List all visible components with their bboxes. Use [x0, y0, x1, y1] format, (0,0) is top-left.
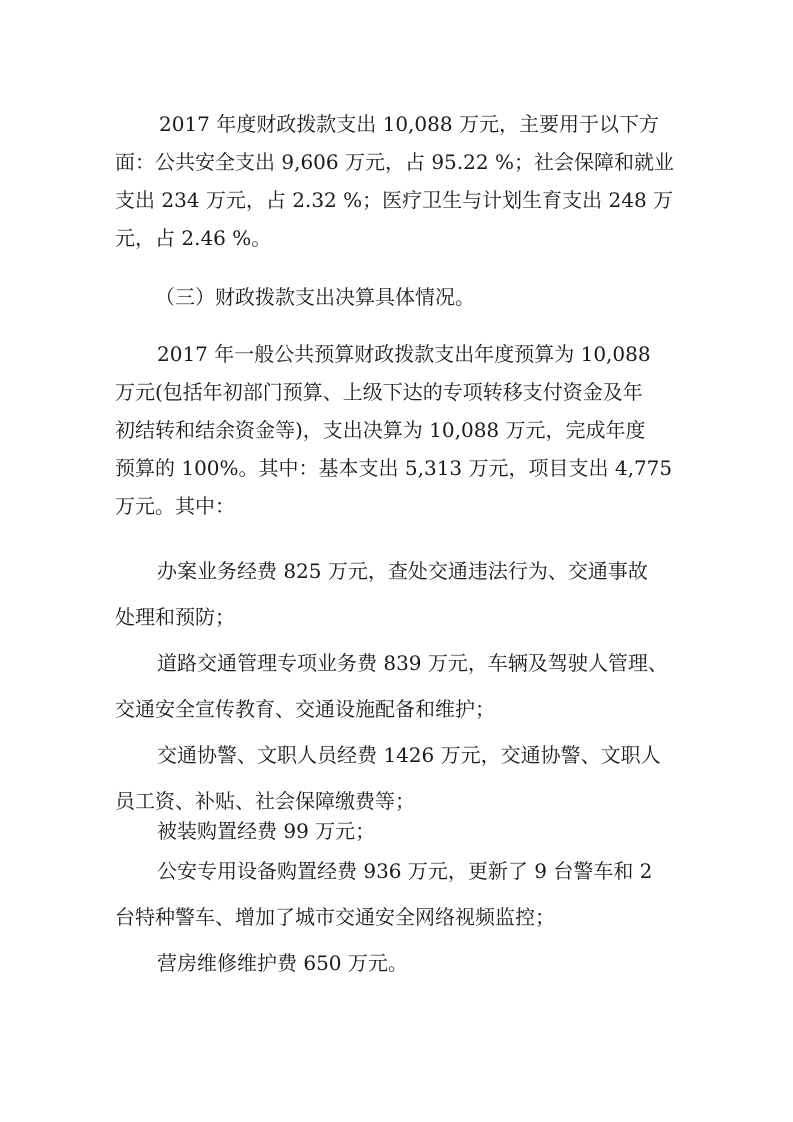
item-case-handling [115, 548, 685, 640]
budget-line-2: 万元(包括年初部门预算、上级下达的专项转移支付资金及年 [115, 380, 643, 404]
item-equipment-line-2: 台特种警车、增加了城市交通安全网络视频监控； [115, 905, 555, 929]
item-traffic-management-line-1: 道路交通管理专项业务费 839 万元，车辆及驾驶人管理、 [157, 651, 668, 675]
item-facility-maintenance [115, 940, 685, 986]
item-case-handling-line-2: 处理和预防； [115, 605, 235, 629]
budget-line-3: 初结转和结余资金等)，支出决算为 10,088 万元，完成年度 [115, 418, 646, 442]
summary-line-2: 面：公共安全支出 9,606 万元，占 95.22 %；社会保障和就业 [115, 150, 674, 174]
budget-line-4: 预算的 100%。其中：基本支出 5,313 万元，项目支出 4,775 [115, 456, 673, 480]
item-case-handling-line-1: 办案业务经费 825 万元，查处交通违法行为、交通事故 [157, 559, 648, 583]
budget-line-5: 万元。其中： [115, 494, 235, 518]
summary-line-3: 支出 234 万元，占 2.32 %；医疗卫生与计划生育支出 248 万 [115, 188, 674, 212]
item-traffic-management [115, 640, 685, 732]
budget-line-1: 2017 年一般公共预算财政拨款支出年度预算为 10,088 [157, 342, 651, 366]
item-equipment [115, 848, 685, 940]
item-uniform-line-1: 被装购置经费 99 万元； [157, 819, 376, 843]
item-facility-maintenance-line-1: 营房维修维护费 650 万元。 [157, 951, 408, 975]
summary-line-1: 2017 年度财政拨款支出 10,088 万元，主要用于以下方 [159, 112, 659, 136]
summary-paragraph [115, 105, 685, 257]
item-auxiliary-staff-line-1: 交通协警、文职人员经费 1426 万元，交通协警、文职人 [157, 743, 661, 767]
budget-paragraph [115, 335, 685, 525]
item-traffic-management-line-2: 交通安全宣传教育、交通设施配备和维护； [115, 697, 495, 721]
summary-line-4: 元，占 2.46 %。 [115, 226, 272, 250]
item-auxiliary-staff-line-2: 员工资、补贴、社会保障缴费等； [115, 789, 415, 813]
item-equipment-line-1: 公安专用设备购置经费 936 万元，更新了 9 台警车和 2 [157, 859, 653, 883]
section-heading-paragraph [115, 278, 685, 316]
section-heading: （三）财政拨款支出决算具体情况。 [155, 285, 475, 309]
